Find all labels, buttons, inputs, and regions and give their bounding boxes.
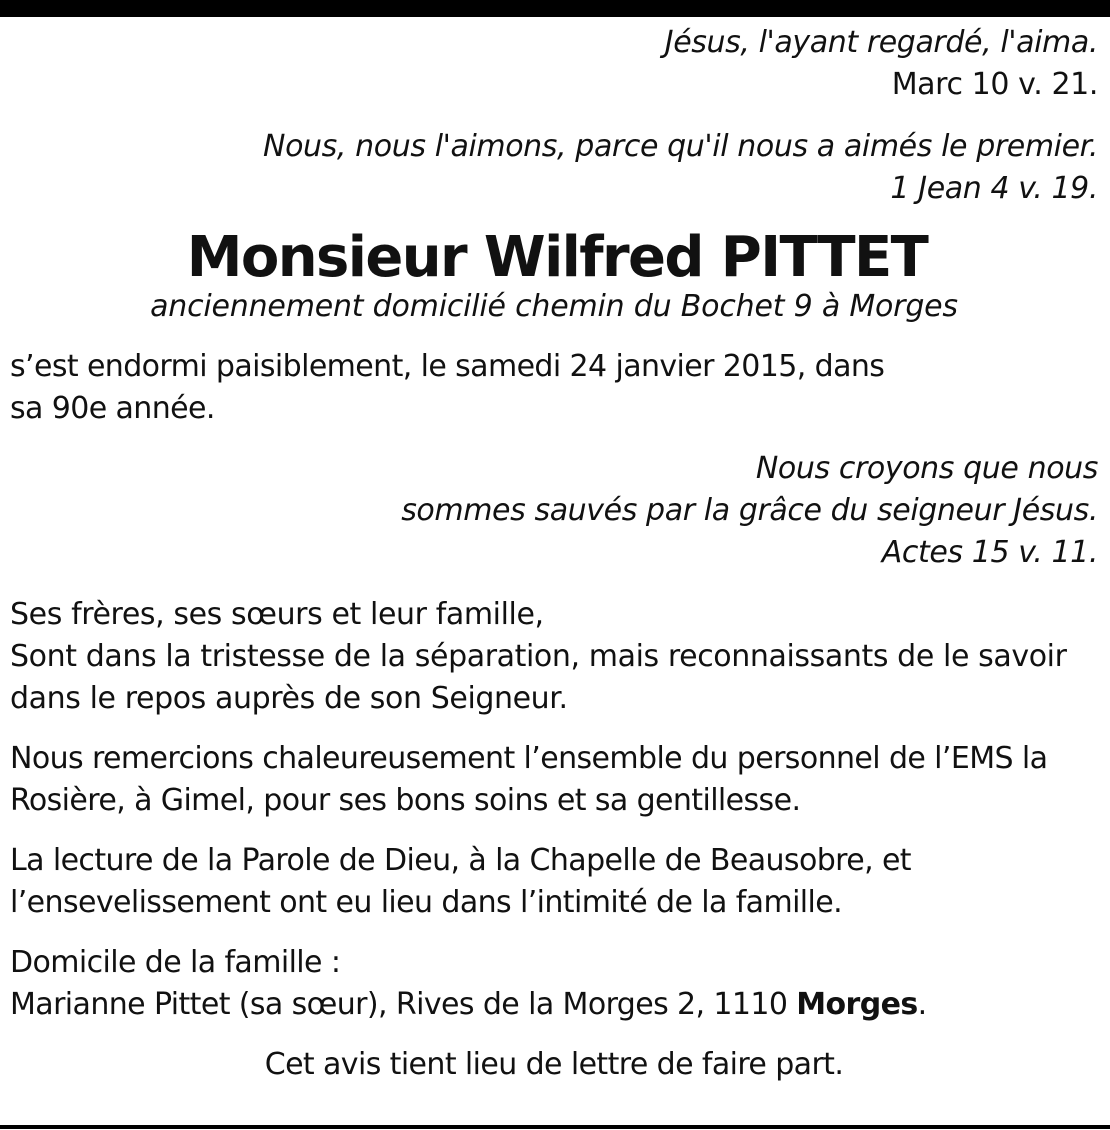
family-domicile [10,942,1098,1026]
verse-text: Nous croyons que nous [755,451,1098,486]
closing-line: Cet avis tient lieu de lettre de faire part. [264,1047,844,1082]
ceremony-paragraph: La lecture de la Parole de Dieu, à la Chapelle de Beausobre, et l’ensevelissement ont eu lieu dans l’intimité de la famille. [10,843,911,920]
verse-text: Nous, nous l'aimons, parce qu'il nous a aimés le premier. [263,129,1098,164]
verse-reference: Actes 15 v. 11. [881,535,1098,570]
family-line: Sont dans la tristesse de la séparation, mais reconnaissants de le savoir dans le repos auprès de son Seigneur. [10,639,1067,716]
thanks-paragraph: Nous remercions chaleureusement l’ensemble du personnel de l’EMS la Rosière, à Gimel, pour ses bons soins et sa gentillesse. [10,741,1048,818]
domicile-address-text: Marianne Pittet (sa sœur), Rives de la Morges 2, 1110 [10,987,797,1022]
family-line: Ses frères, ses sœurs et leur famille, [10,597,544,632]
death-announcement: s’est endormi paisiblement, le samedi 24 janvier 2015, dans sa 90e année. [10,349,885,426]
verse-text: sommes sauvés par la grâce du seigneur Jésus. [401,493,1098,528]
death-notice [10,22,1098,1086]
top-border-rule [0,0,1110,17]
verse-text: Jésus, l'ayant regardé, l'aima. [664,25,1098,60]
bible-verse-2 [10,126,1098,210]
verse-reference: Marc 10 v. 21. [891,67,1098,102]
domicile-address [10,984,1098,1026]
bible-verse-3 [10,448,1098,574]
domicile-label: Domicile de la famille : [10,945,341,980]
bottom-border-rule [0,1125,1110,1129]
deceased-name: Monsieur Wilfred PITTET [186,225,928,290]
domicile-address-end: . [917,987,927,1022]
bible-verse-1 [10,22,1098,106]
domicile-city: Morges [796,987,918,1022]
former-address: anciennement domicilié chemin du Bochet 9 à Morges [150,289,958,324]
family-paragraph [10,594,1098,720]
verse-reference: 1 Jean 4 v. 19. [890,171,1098,206]
